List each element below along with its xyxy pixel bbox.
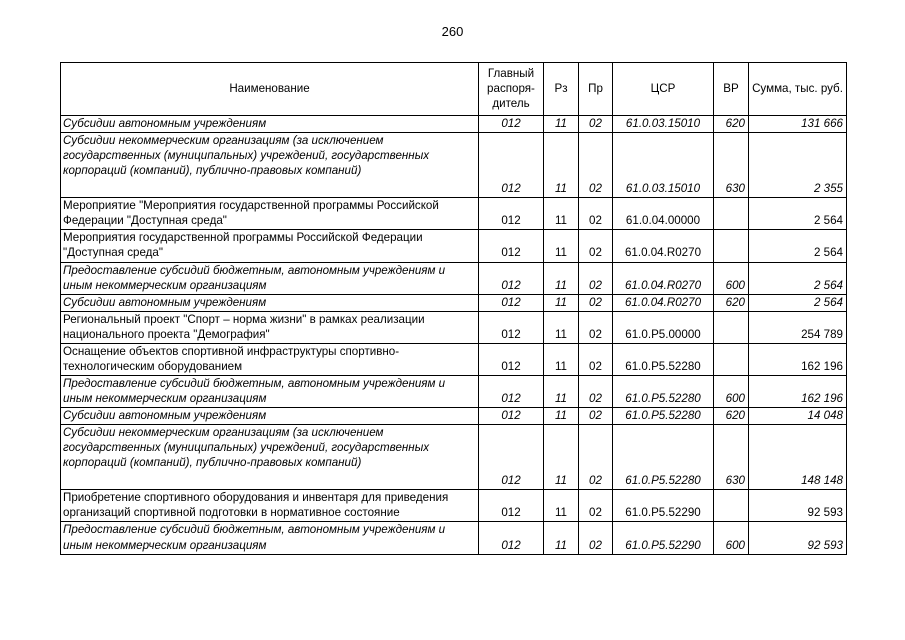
row-sum: 2 564 [813,214,843,228]
row-chief-administrator: 012 [501,359,521,373]
row-chief-administrator: 012 [501,295,521,309]
row-chief-administrator: 012 [501,409,521,423]
row-subsection: 02 [589,182,602,196]
row-chief-administrator: 012 [501,117,521,130]
table-row [61,522,847,554]
row-subsection: 02 [589,474,602,488]
row-subsection: 02 [589,327,602,341]
row-section: 11 [554,506,568,520]
row-target-article: 61.0.P5.52280 [625,392,701,405]
row-section: 11 [554,278,568,292]
row-subsection: 02 [589,214,602,228]
row-target-article: 61.0.P5.52280 [625,474,701,488]
row-expense-type: 600 [725,538,745,552]
row-name: Предоставление субсидий бюджетным, автономным учреждениям и иным некоммерческим организациям [63,263,446,292]
row-name: Субсидии автономным учреждениям [63,295,267,309]
row-sum: 162 196 [801,392,843,405]
table-row [61,375,847,407]
row-name: Субсидии некоммерческим организациям (за исключением государственных (муниципальных) учреждений, государственных корпораций (компаний), публично-правовых компаний) [63,426,430,470]
row-expense-type: 600 [725,278,745,292]
row-expense-type: 600 [725,392,745,405]
header-name: Наименование [61,63,479,116]
row-expense-type: 630 [725,182,745,196]
row-chief-administrator: 012 [501,474,521,488]
row-name: Субсидии автономным учреждениям [63,409,267,423]
row-sum: 92 593 [807,506,843,520]
row-target-article: 61.0.P5.52280 [625,359,701,373]
row-chief-administrator: 012 [501,538,521,552]
row-name: Субсидии автономным учреждениям [63,117,267,130]
row-target-article: 61.0.03.15010 [625,182,701,196]
row-target-article: 61.0.P5.52280 [625,409,701,423]
row-section: 11 [554,392,568,405]
row-subsection: 02 [589,359,602,373]
row-sum: 2 564 [813,246,843,260]
row-chief-administrator: 012 [501,278,521,292]
row-name: Оснащение объектов спортивной инфраструктуры спортивно-технологическим оборудованием [63,344,400,373]
row-section: 11 [554,538,568,552]
row-sum: 14 048 [807,409,843,423]
row-name: Субсидии некоммерческим организациям (за исключением государственных (муниципальных) учреждений, государственных корпораций (компаний), публично-правовых компаний) [63,134,430,178]
row-target-article: 61.0.04.00000 [625,214,701,228]
row-chief-administrator: 012 [501,392,521,405]
row-section: 11 [554,327,568,341]
row-sum: 2 355 [813,182,843,196]
row-target-article: 61.0.P5.52290 [625,538,701,552]
table-row [61,262,847,294]
header-sum: Сумма, тыс. руб. [749,63,847,116]
row-expense-type: 630 [725,474,745,488]
row-chief-administrator: 012 [501,327,521,341]
row-subsection: 02 [589,538,602,552]
table-row [61,343,847,375]
row-subsection: 02 [589,117,602,130]
row-section: 11 [554,117,568,130]
header-row [61,63,847,116]
row-target-article: 61.0.P5.52290 [625,506,701,520]
row-sum: 92 593 [807,538,843,552]
row-chief-administrator: 012 [501,246,521,260]
row-sum: 162 196 [801,359,843,373]
header-section: Рз [544,63,579,116]
row-section: 11 [554,214,568,228]
header-subsection: Пр [579,63,613,116]
row-target-article: 61.0.04.R0270 [624,246,702,260]
table-row [61,294,847,311]
row-sum: 131 666 [801,117,843,130]
row-section: 11 [554,295,568,309]
row-name: Предоставление субсидий бюджетным, автономным учреждениям и иным некоммерческим организациям [63,376,446,405]
row-expense-type: 620 [725,295,745,309]
row-subsection: 02 [589,295,602,309]
row-name: Предоставление субсидий бюджетным, автономным учреждениям и иным некоммерческим организациям [63,523,446,552]
row-name: Региональный проект "Спорт – норма жизни" в рамках реализации национального проекта "Демография" [63,312,425,341]
row-subsection: 02 [589,246,602,260]
row-sum: 2 564 [813,295,843,309]
row-chief-administrator: 012 [501,182,521,196]
table-row [61,425,847,490]
table-row [61,408,847,425]
row-target-article: 61.0.03.15010 [625,117,701,130]
row-target-article: 61.0.04.R0270 [624,278,702,292]
row-section: 11 [554,182,568,196]
row-expense-type: 620 [725,117,745,130]
header-chief-administrator: Главный распоря-дитель [479,63,544,116]
row-subsection: 02 [589,409,602,423]
row-subsection: 02 [589,392,602,405]
table-row [61,230,847,262]
header-target-article: ЦСР [613,63,714,116]
row-target-article: 61.0.P5.00000 [625,327,701,341]
row-subsection: 02 [589,278,602,292]
budget-table [60,62,847,555]
row-name: Приобретение спортивного оборудования и инвентаря для приведения организаций спортивной подготовки в нормативное состояние [63,491,449,520]
row-subsection: 02 [589,506,602,520]
row-section: 11 [554,359,568,373]
row-section: 11 [554,246,568,260]
table-row [61,133,847,198]
table-row [61,490,847,522]
row-sum: 254 789 [801,327,843,341]
page-number: 260 [441,24,464,39]
row-target-article: 61.0.04.R0270 [624,295,702,309]
row-chief-administrator: 012 [501,506,521,520]
row-sum: 148 148 [801,474,843,488]
row-name: Мероприятия государственной программы Российской Федерации "Доступная среда" [63,231,423,260]
row-name: Мероприятие "Мероприятия государственной программы Российской Федерации "Доступная среда" [63,199,439,228]
row-sum: 2 564 [813,278,843,292]
row-expense-type: 620 [725,409,745,423]
table-row [61,198,847,230]
row-chief-administrator: 012 [501,214,521,228]
row-section: 11 [554,409,568,423]
table-row [61,311,847,343]
table-row [61,116,847,133]
header-expense-type: ВР [714,63,749,116]
row-section: 11 [554,474,568,488]
